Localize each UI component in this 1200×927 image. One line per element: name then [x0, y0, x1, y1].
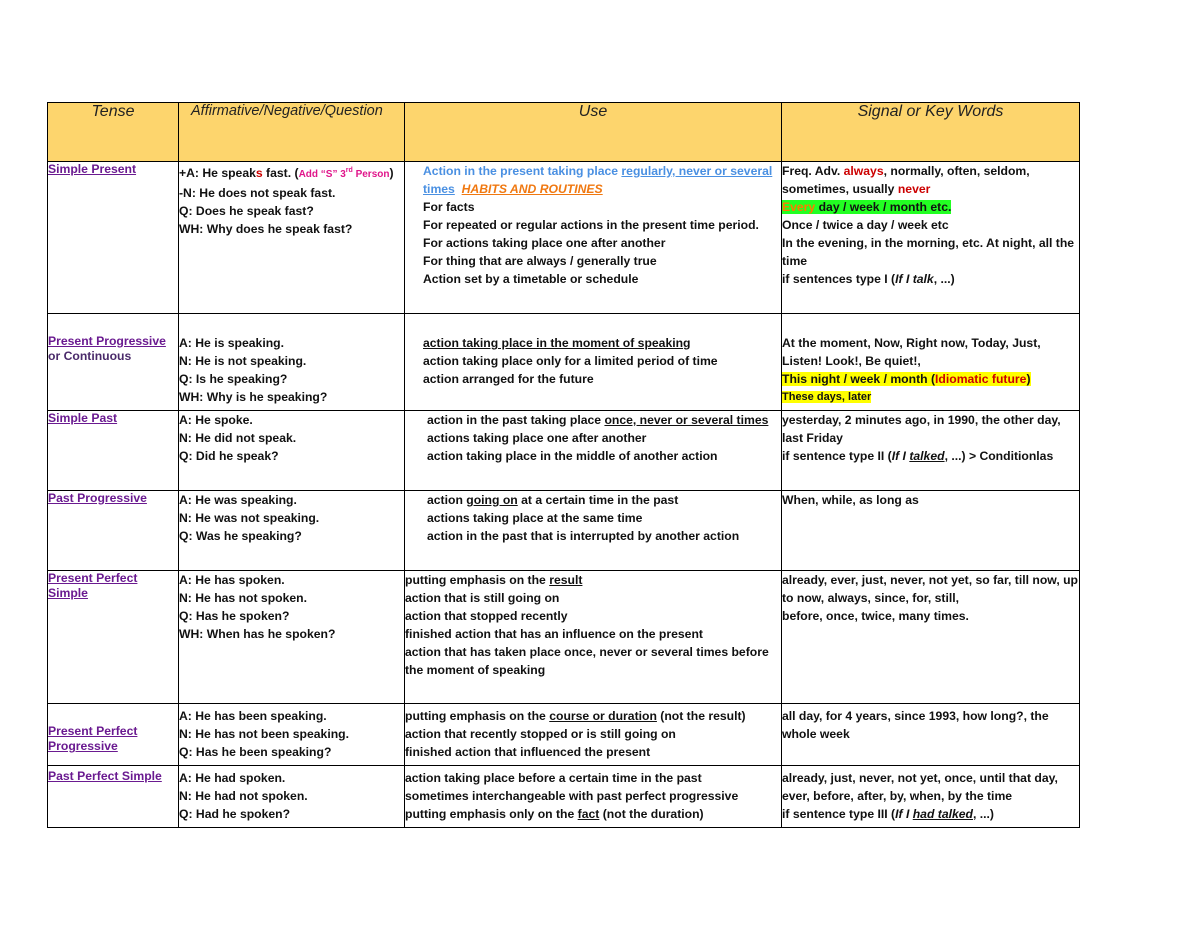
- example-line: WH: Why does he speak fast?: [179, 222, 353, 237]
- example-line: N: He had not spoken.: [179, 789, 308, 803]
- examples-cell: [179, 491, 405, 571]
- use-cell: [405, 314, 782, 411]
- habits-routines-label: HABITS AND ROUTINES: [461, 182, 603, 196]
- signal-line: if sentence type III (If I had talked, ...): [782, 807, 994, 821]
- use-cell: [405, 766, 782, 828]
- example-line: Q: Has he been speaking?: [179, 745, 332, 759]
- use-line: actions taking place one after another: [427, 431, 647, 445]
- tense-link[interactable]: Present Perfect: [48, 571, 138, 585]
- header-use: Use: [405, 103, 782, 162]
- use-cell: [405, 411, 782, 491]
- example-line: Q: Had he spoken?: [179, 807, 291, 821]
- example-line: Q: Was he speaking?: [179, 529, 302, 543]
- signal-cell: [782, 411, 1080, 491]
- table-row: [48, 704, 1080, 766]
- use-line: action taking place in the moment of speaking: [423, 336, 691, 350]
- signal-line: Freq. Adv. always, normally, often, seldom,: [782, 164, 1030, 178]
- example-line: A: He was speaking.: [179, 493, 297, 507]
- signal-line: When, while, as long as: [782, 493, 919, 507]
- use-line: Action in the present taking place regularly, never or several: [423, 164, 773, 178]
- example-line: A: He has been speaking.: [179, 709, 327, 723]
- example-line: Q: Did he speak?: [179, 449, 279, 463]
- table-row: [48, 766, 1080, 828]
- use-line: Action set by a timetable or schedule: [423, 272, 639, 286]
- use-line: putting emphasis on the result: [405, 573, 583, 587]
- signal-cell: [782, 766, 1080, 828]
- examples-cell: [179, 314, 405, 411]
- use-cell: [405, 162, 782, 314]
- signal-line: before, once, twice, many times.: [782, 609, 969, 623]
- table-row: [48, 491, 1080, 571]
- signal-line: Once / twice a day / week etc: [782, 218, 949, 232]
- tense-link[interactable]: Present Progressive: [48, 334, 166, 348]
- example-line: Q: Is he speaking?: [179, 372, 288, 386]
- signal-line: This night / week / month (Idiomatic future): [782, 372, 1031, 386]
- tense-cell: [48, 411, 179, 491]
- use-cell: [405, 571, 782, 704]
- example-line: +A: He speaks fast. (Add “S” 3rd Person): [179, 166, 394, 181]
- use-line: For actions taking place one after another: [423, 236, 666, 250]
- signal-cell: [782, 704, 1080, 766]
- tenses-table: [47, 102, 1080, 828]
- signal-line: already, just, never, not yet, once, until that day, ever, before, after, by, when, by the time: [782, 771, 1058, 803]
- table-row: [48, 314, 1080, 411]
- use-line: action that recently stopped or is still going on: [405, 727, 676, 741]
- examples-cell: [179, 766, 405, 828]
- example-line: A: He spoke.: [179, 413, 253, 427]
- example-line: N: He was not speaking.: [179, 511, 320, 525]
- tense-cell: [48, 571, 179, 704]
- use-line: action in the past taking place once, never or several times: [427, 413, 769, 427]
- use-line: action arranged for the future: [423, 372, 594, 386]
- use-line: action taking place before a certain time in the past: [405, 771, 702, 785]
- use-line: action that is still going on: [405, 591, 560, 605]
- use-line: For facts: [423, 200, 475, 214]
- use-line: finished action that has an influence on the present: [405, 627, 703, 641]
- example-line: A: He has spoken.: [179, 573, 285, 587]
- tense-link-continued[interactable]: Progressive: [48, 739, 118, 753]
- header-affirmative: Affirmative/Negative/Question: [179, 103, 405, 162]
- example-line: N: He did not speak.: [179, 431, 297, 445]
- use-line: action taking place only for a limited period of time: [423, 354, 718, 368]
- signal-cell: [782, 491, 1080, 571]
- tense-link[interactable]: Past Perfect Simple: [48, 769, 162, 783]
- signal-line: if sentences type I (If I talk, ...): [782, 272, 955, 286]
- examples-cell: [179, 162, 405, 314]
- use-line: For repeated or regular actions in the present time period.: [423, 218, 759, 232]
- use-line: sometimes interchangeable with past perfect progressive: [405, 789, 739, 803]
- tense-cell: [48, 491, 179, 571]
- use-line: action in the past that is interrupted by another action: [427, 529, 740, 543]
- example-line: WH: When has he spoken?: [179, 627, 336, 641]
- signal-line: At the moment, Now, Right now, Today, Just,: [782, 336, 1041, 350]
- header-signal: Signal or Key Words: [782, 103, 1080, 162]
- signal-line: Every day / week / month etc.: [782, 200, 952, 214]
- signal-cell: [782, 162, 1080, 314]
- signal-line: These days, later: [782, 391, 872, 403]
- example-line: N: He has not been speaking.: [179, 727, 349, 741]
- header-row: [48, 103, 1080, 162]
- use-line: actions taking place at the same time: [427, 511, 643, 525]
- signal-line: Listen! Look!, Be quiet!,: [782, 354, 921, 368]
- signal-line: sometimes, usually never: [782, 182, 931, 196]
- example-line: Q: Does he speak fast?: [179, 204, 314, 219]
- use-line: action going on at a certain time in the past: [427, 493, 679, 507]
- tense-link[interactable]: Present Perfect: [48, 724, 138, 738]
- examples-cell: [179, 411, 405, 491]
- examples-cell: [179, 704, 405, 766]
- signal-line: already, ever, just, never, not yet, so far, till now, up to now, always, since, for, still,: [782, 573, 1078, 605]
- use-cell: [405, 491, 782, 571]
- tense-link[interactable]: Simple Past: [48, 411, 118, 425]
- use-line: action that stopped recently: [405, 609, 568, 623]
- tense-cell: [48, 314, 179, 411]
- table-row: [48, 162, 1080, 314]
- table-row: [48, 411, 1080, 491]
- tense-link[interactable]: Simple Present: [48, 162, 137, 176]
- signal-line: In the evening, in the morning, etc. At night, all the time: [782, 236, 1075, 268]
- examples-cell: [179, 571, 405, 704]
- example-line: A: He is speaking.: [179, 336, 284, 350]
- example-line: -N: He does not speak fast.: [179, 186, 336, 201]
- signal-line: yesterday, 2 minutes ago, in 1990, the other day, last Friday: [782, 413, 1061, 445]
- example-line: Q: Has he spoken?: [179, 609, 290, 623]
- signal-line: all day, for 4 years, since 1993, how long?, the whole week: [782, 709, 1049, 741]
- example-line: N: He has not spoken.: [179, 591, 307, 605]
- use-line: finished action that influenced the present: [405, 745, 651, 759]
- signal-cell: [782, 571, 1080, 704]
- tense-link[interactable]: Past Progressive: [48, 491, 147, 505]
- tense-cell: [48, 766, 179, 828]
- use-line: putting emphasis on the course or duration (not the result): [405, 709, 746, 723]
- use-line: putting emphasis only on the fact (not the duration): [405, 807, 704, 821]
- tense-cell: [48, 162, 179, 314]
- use-line: action taking place in the middle of another action: [427, 449, 718, 463]
- tense-link-continued[interactable]: Simple: [48, 586, 88, 600]
- example-line: N: He is not speaking.: [179, 354, 307, 368]
- signal-line: if sentence type II (If I talked, ...) > Conditionlas: [782, 449, 1054, 463]
- tense-cell: [48, 704, 179, 766]
- use-line: For thing that are always / generally true: [423, 254, 657, 268]
- header-tense: Tense: [48, 103, 179, 162]
- use-cell: [405, 704, 782, 766]
- signal-cell: [782, 314, 1080, 411]
- example-line: WH: Why is he speaking?: [179, 390, 328, 404]
- example-line: A: He had spoken.: [179, 771, 286, 785]
- tense-link-continued: or Continuous: [48, 349, 132, 363]
- use-line: times HABITS AND ROUTINES: [423, 182, 603, 196]
- use-line: action that has taken place once, never or several times before the moment of speaking: [405, 645, 769, 677]
- table-row: [48, 571, 1080, 704]
